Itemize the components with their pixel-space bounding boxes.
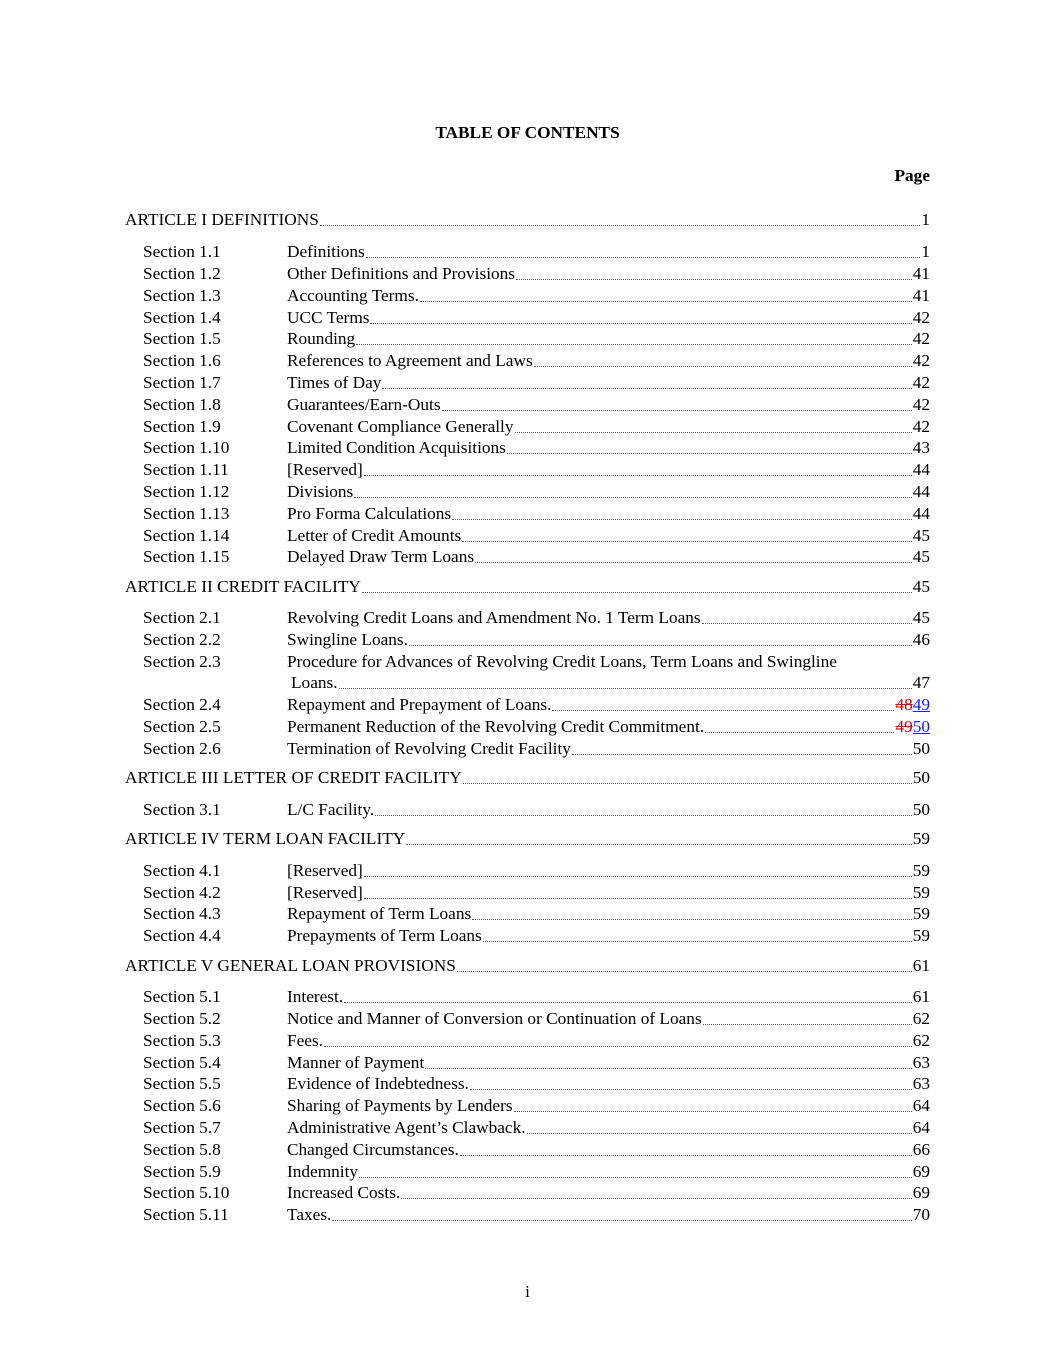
page-number: 59 [912,904,930,923]
toc-section-5-10[interactable] [143,1182,930,1204]
dot-leader [356,344,912,345]
toc-section-1-5[interactable] [143,328,930,350]
article-title: ARTICLE III LETTER OF CREDIT FACILITY [125,768,462,787]
section-title: Sharing of Payments by Lenders [287,1096,513,1115]
dot-leader [514,1111,912,1112]
section-number: Section 4.2 [143,883,221,902]
section-number: Section 1.6 [143,351,221,370]
toc-section-1-1[interactable] [143,241,930,263]
dot-leader [515,432,912,433]
dot-leader [401,1198,911,1199]
section-number: Section 1.7 [143,373,221,392]
page-number: 42 [912,417,930,436]
dot-leader [354,497,911,498]
page-number-revised [895,694,930,716]
section-title: Administrative Agent’s Clawback. [287,1118,526,1137]
section-number: Section 1.3 [143,286,221,305]
toc-section-2-1[interactable] [143,607,930,629]
dot-leader [320,225,921,226]
toc-section-1-3[interactable] [143,285,930,307]
page-number: 64 [912,1118,930,1137]
dot-leader [552,710,894,711]
dot-leader [527,1133,912,1134]
toc-section-1-7[interactable] [143,372,930,394]
dot-leader [442,410,912,411]
section-title-continued: Loans. [291,673,338,692]
toc-section-5-6[interactable] [143,1095,930,1117]
section-title: Repayment and Prepayment of Loans. [287,695,552,714]
section-title: [Reserved] [287,861,363,880]
section-title: Manner of Payment [287,1053,425,1072]
dot-leader [534,366,912,367]
section-title: Permanent Reduction of the Revolving Credit Commitment. [287,717,705,736]
section-number: Section 1.11 [143,460,229,479]
dot-leader [463,783,912,784]
section-number: Section 1.13 [143,504,230,523]
dot-leader [507,453,912,454]
section-number: Section 5.1 [143,987,221,1006]
page-number: 1 [921,242,930,261]
toc-section-5-5[interactable] [143,1073,930,1095]
page-number: 63 [912,1074,930,1093]
page-column-header: Page [894,166,930,185]
section-title: Covenant Compliance Generally [287,417,514,436]
toc-section-1-10[interactable] [143,437,930,459]
toc-section-1-11[interactable] [143,459,930,481]
section-title: Pro Forma Calculations [287,504,452,523]
toc-section-4-4[interactable] [143,925,930,947]
dot-leader [460,1155,912,1156]
inserted-page-number[interactable]: 50 [912,717,930,736]
page-number: 59 [912,861,930,880]
dot-leader [703,1024,912,1025]
section-title: Procedure for Advances of Revolving Credit Loans, Term Loans and Swingline [287,652,837,671]
toc-article-3[interactable] [125,767,930,789]
toc-section-5-11[interactable] [143,1204,930,1226]
section-title: Changed Circumstances. [287,1140,459,1159]
section-number: Section 5.8 [143,1140,221,1159]
section-number: Section 5.11 [143,1205,229,1224]
section-number: Section 1.2 [143,264,221,283]
article-title: ARTICLE V GENERAL LOAN PROVISIONS [125,956,456,975]
page-number: 59 [912,829,930,848]
dot-leader [457,971,912,972]
page-number: 59 [912,883,930,902]
toc-section-1-4[interactable] [143,307,930,329]
section-number: Section 1.12 [143,482,230,501]
section-number: Section 2.1 [143,608,221,627]
toc-section-2-5[interactable] [143,716,930,738]
section-title: Increased Costs. [287,1183,401,1202]
section-title: Definitions [287,242,365,261]
section-title: References to Agreement and Laws [287,351,533,370]
page-number: 42 [912,373,930,392]
toc-section-1-12[interactable] [143,481,930,503]
section-title: L/C Facility. [287,800,375,819]
dot-leader [470,1089,912,1090]
page-number: 69 [912,1162,930,1181]
page-number: 61 [912,987,930,1006]
section-number: Section 1.9 [143,417,221,436]
section-number: Section 3.1 [143,800,221,819]
dot-leader [332,1220,911,1221]
page-number: 1 [921,210,930,229]
section-number: Section 5.4 [143,1053,221,1072]
section-number: Section 5.2 [143,1009,221,1028]
page-number: 70 [912,1205,930,1224]
dot-leader [362,592,912,593]
page-number: 50 [912,768,930,787]
section-title: Letter of Credit Amounts [287,526,462,545]
dot-leader [339,688,912,689]
dot-leader [425,1068,911,1069]
deleted-page-number: 48 [895,695,913,714]
section-title: [Reserved] [287,460,363,479]
section-title: Other Definitions and Provisions [287,264,515,283]
toc-section-2-3[interactable] [143,651,930,673]
page-number: 66 [912,1140,930,1159]
page-number: 42 [912,395,930,414]
section-number: Section 2.4 [143,695,221,714]
dot-leader [364,898,912,899]
dot-leader [572,754,912,755]
dot-leader [475,562,912,563]
page-number: 62 [912,1009,930,1028]
section-number: Section 2.2 [143,630,221,649]
section-title: Prepayments of Term Loans [287,926,482,945]
section-title: Accounting Terms. [287,286,419,305]
toc-article-4[interactable] [125,828,930,850]
section-number: Section 2.5 [143,717,221,736]
page-number: 44 [912,460,930,479]
section-number: Section 1.14 [143,526,230,545]
page-number: 62 [912,1031,930,1050]
page-number: 45 [912,577,930,596]
page-number: 64 [912,1096,930,1115]
dot-leader [483,941,912,942]
page-number: 42 [912,351,930,370]
inserted-page-number[interactable]: 49 [912,695,930,714]
toc-section-4-2[interactable] [143,882,930,904]
article-title: ARTICLE I DEFINITIONS [125,210,319,229]
section-title: Times of Day [287,373,382,392]
toc-section-5-1[interactable] [143,986,930,1008]
toc-section-5-8[interactable] [143,1139,930,1161]
article-title: ARTICLE IV TERM LOAN FACILITY [125,829,406,848]
section-title: Indemnity [287,1162,359,1181]
section-title: Evidence of Indebtedness. [287,1074,469,1093]
dot-leader [364,876,912,877]
dot-leader [452,519,912,520]
footer-page-number: i [525,1282,530,1301]
dot-leader [364,475,912,476]
page-number: 41 [912,264,930,283]
section-title: Interest. [287,987,344,1006]
dot-leader [324,1046,912,1047]
dot-leader [702,623,912,624]
section-number: Section 4.1 [143,861,221,880]
toc-article-5[interactable] [125,955,930,977]
page-number-revised [895,716,930,738]
page-number: 42 [912,329,930,348]
section-title: Notice and Manner of Conversion or Continuation of Loans [287,1009,702,1028]
dot-leader [705,732,894,733]
section-title: Termination of Revolving Credit Facility [287,739,571,758]
dot-leader [420,301,912,302]
section-title: Delayed Draw Term Loans [287,547,475,566]
page-number: 59 [912,926,930,945]
section-title: Swingline Loans. [287,630,408,649]
toc-section-2-2[interactable] [143,629,930,651]
dot-leader [409,645,912,646]
section-number: Section 2.3 [143,652,221,671]
page-number: 43 [912,438,930,457]
toc-section-3-1[interactable] [143,799,930,821]
dot-leader [472,919,912,920]
dot-leader [375,815,912,816]
toc-section-1-9[interactable] [143,416,930,438]
toc-section-5-9[interactable] [143,1161,930,1183]
toc-section-4-3[interactable] [143,903,930,925]
page-number: 69 [912,1183,930,1202]
toc-section-1-13[interactable] [143,503,930,525]
toc-section-2-6[interactable] [143,738,930,760]
toc-section-1-6[interactable] [143,350,930,372]
page-number: 61 [912,956,930,975]
toc-section-4-1[interactable] [143,860,930,882]
toc-section-1-14[interactable] [143,525,930,547]
section-number: Section 1.1 [143,242,221,261]
section-number: Section 5.10 [143,1183,230,1202]
section-number: Section 5.9 [143,1162,221,1181]
toc-article-1[interactable] [125,209,930,231]
section-number: Section 4.4 [143,926,221,945]
dot-leader [344,1002,912,1003]
toc-section-5-7[interactable] [143,1117,930,1139]
section-number: Section 4.3 [143,904,221,923]
section-number: Section 1.10 [143,438,230,457]
toc-section-1-8[interactable] [143,394,930,416]
section-number: Section 1.8 [143,395,221,414]
toc-article-2[interactable] [125,576,930,598]
toc-title: TABLE OF CONTENTS [435,123,620,142]
section-title: Divisions [287,482,354,501]
page-number: 45 [912,608,930,627]
page-number: 50 [912,800,930,819]
section-number: Section 5.3 [143,1031,221,1050]
dot-leader [366,257,921,258]
section-title: Limited Condition Acquisitions [287,438,506,457]
section-title: UCC Terms [287,308,370,327]
dot-leader [370,323,911,324]
page-number: 45 [912,526,930,545]
section-title: Taxes. [287,1205,332,1224]
page-number: 41 [912,286,930,305]
page-number: 44 [912,504,930,523]
section-number: Section 5.5 [143,1074,221,1093]
page-number: 45 [912,547,930,566]
section-title: Guarantees/Earn-Outs [287,395,441,414]
page-number: 63 [912,1053,930,1072]
section-number: Section 5.7 [143,1118,221,1137]
toc-section-5-4[interactable] [143,1052,930,1074]
section-title: Rounding [287,329,356,348]
toc-section-5-3[interactable] [143,1030,930,1052]
section-number: Section 1.5 [143,329,221,348]
page-number: 42 [912,308,930,327]
article-title: ARTICLE II CREDIT FACILITY [125,577,361,596]
section-number: Section 2.6 [143,739,221,758]
section-number: Section 1.4 [143,308,221,327]
section-title: Repayment of Term Loans [287,904,472,923]
page-number: 50 [912,739,930,758]
section-number: Section 1.15 [143,547,230,566]
dot-leader [516,279,912,280]
page-number: 44 [912,482,930,501]
section-title: Fees. [287,1031,323,1050]
page-number: 47 [912,673,930,692]
page-number: 46 [912,630,930,649]
section-title: [Reserved] [287,883,363,902]
toc-section-2-3-continued[interactable] [291,672,930,694]
deleted-page-number: 49 [895,717,913,736]
section-title: Revolving Credit Loans and Amendment No. 1 Term Loans [287,608,701,627]
toc-section-2-4[interactable] [143,694,930,716]
dot-leader [359,1177,912,1178]
section-number: Section 5.6 [143,1096,221,1115]
dot-leader [382,388,911,389]
toc-section-5-2[interactable] [143,1008,930,1030]
toc-section-1-2[interactable] [143,263,930,285]
toc-section-1-15[interactable] [143,546,930,568]
dot-leader [462,541,911,542]
dot-leader [406,844,911,845]
